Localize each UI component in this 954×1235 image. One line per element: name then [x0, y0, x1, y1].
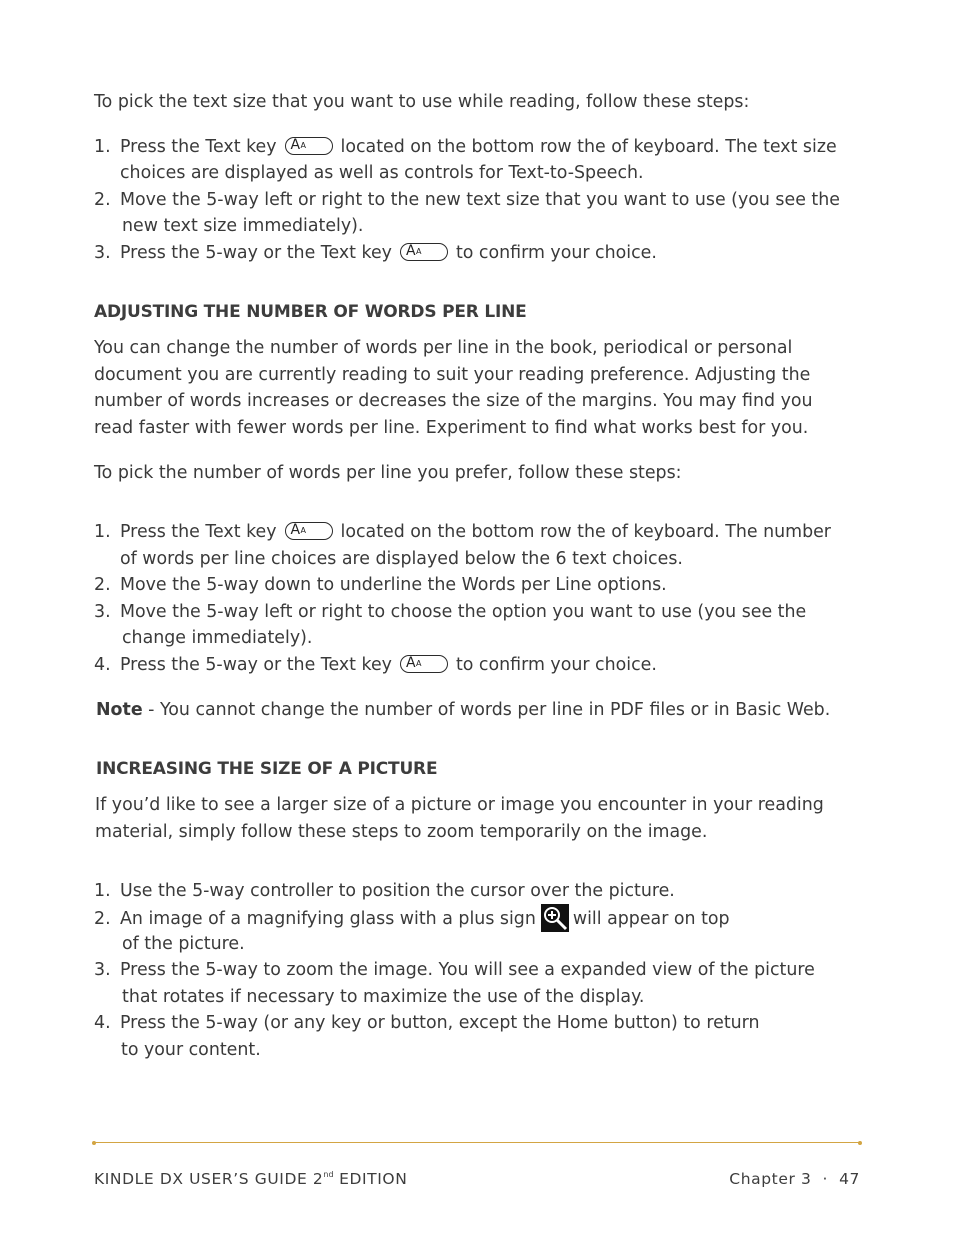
- list-item: 2. Move the 5-way down to underline the Words per Line options.: [94, 575, 667, 595]
- footer-page-number: Chapter 3 · 47: [729, 1170, 860, 1188]
- list-item: 3. Press the 5-way to zoom the image. You will see a expanded view of the picture: [94, 960, 815, 980]
- section-heading-words-per-line: ADJUSTING THE NUMBER OF WORDS PER LINE: [94, 302, 527, 322]
- text-key-icon: A A: [400, 655, 448, 673]
- list-item-continuation: new text size immediately).: [122, 216, 364, 236]
- magnify-plus-icon: [541, 904, 569, 932]
- paragraph-line: material, simply follow these steps to zoom temporarily on the image.: [95, 822, 708, 842]
- text-key-icon: A A: [285, 137, 333, 155]
- paragraph-line: If you’d like to see a larger size of a picture or image you encounter in your reading: [95, 795, 824, 815]
- intro-words-per-line: To pick the number of words per line you prefer, follow these steps:: [94, 463, 682, 483]
- section-heading-picture-size: INCREASING THE SIZE OF A PICTURE: [96, 759, 438, 779]
- list-item-continuation: that rotates if necessary to maximize the use of the display.: [122, 987, 645, 1007]
- paragraph-line: number of words increases or decreases the size of the margins. You may find you: [94, 391, 813, 411]
- text-key-icon: A A: [285, 522, 333, 540]
- list-item-continuation: of the picture.: [122, 934, 245, 954]
- list-item: 4. Press the 5-way or the Text key A A to confirm your choice.: [94, 655, 657, 675]
- list-item: 1. Press the Text key A A located on the bottom row the of keyboard. The text size: [94, 137, 837, 157]
- list-item: 3. Press the 5-way or the Text key A A to confirm your choice.: [94, 243, 657, 263]
- paragraph-line: read faster with fewer words per line. Experiment to find what works best for you.: [94, 418, 809, 438]
- list-item-continuation: choices are displayed as well as controls for Text-to-Speech.: [120, 163, 644, 183]
- text-key-icon: A A: [400, 243, 448, 261]
- intro-text-size: To pick the text size that you want to use while reading, follow these steps:: [94, 92, 750, 112]
- footer-title: KINDLE DX USER’S GUIDE 2nd EDITION: [94, 1170, 408, 1188]
- note-label: Note: [96, 700, 143, 720]
- footer-divider: [94, 1142, 860, 1143]
- list-item: 2. Move the 5-way left or right to the new text size that you want to use (you see the: [94, 190, 840, 210]
- paragraph-line: You can change the number of words per line in the book, periodical or personal: [94, 338, 793, 358]
- list-item-continuation: change immediately).: [122, 628, 313, 648]
- list-item: 1. Use the 5-way controller to position the cursor over the picture.: [94, 881, 675, 901]
- list-item-continuation: of words per line choices are displayed below the 6 text choices.: [120, 549, 683, 569]
- list-item: 2. An image of a magnifying glass with a plus sign will appear on top: [94, 904, 730, 933]
- list-item: 1. Press the Text key A A located on the bottom row the of keyboard. The number: [94, 522, 831, 542]
- note: [96, 697, 830, 724]
- paragraph-line: document you are currently reading to suit your reading preference. Adjusting the: [94, 365, 811, 385]
- note-text: - You cannot change the number of words per line in PDF files or in Basic Web.: [142, 700, 831, 720]
- list-item: 3. Move the 5-way left or right to choose the option you want to use (you see the: [94, 602, 807, 622]
- list-item: 4. Press the 5-way (or any key or button, except the Home button) to return: [94, 1013, 760, 1033]
- list-item-continuation: to your content.: [121, 1040, 261, 1060]
